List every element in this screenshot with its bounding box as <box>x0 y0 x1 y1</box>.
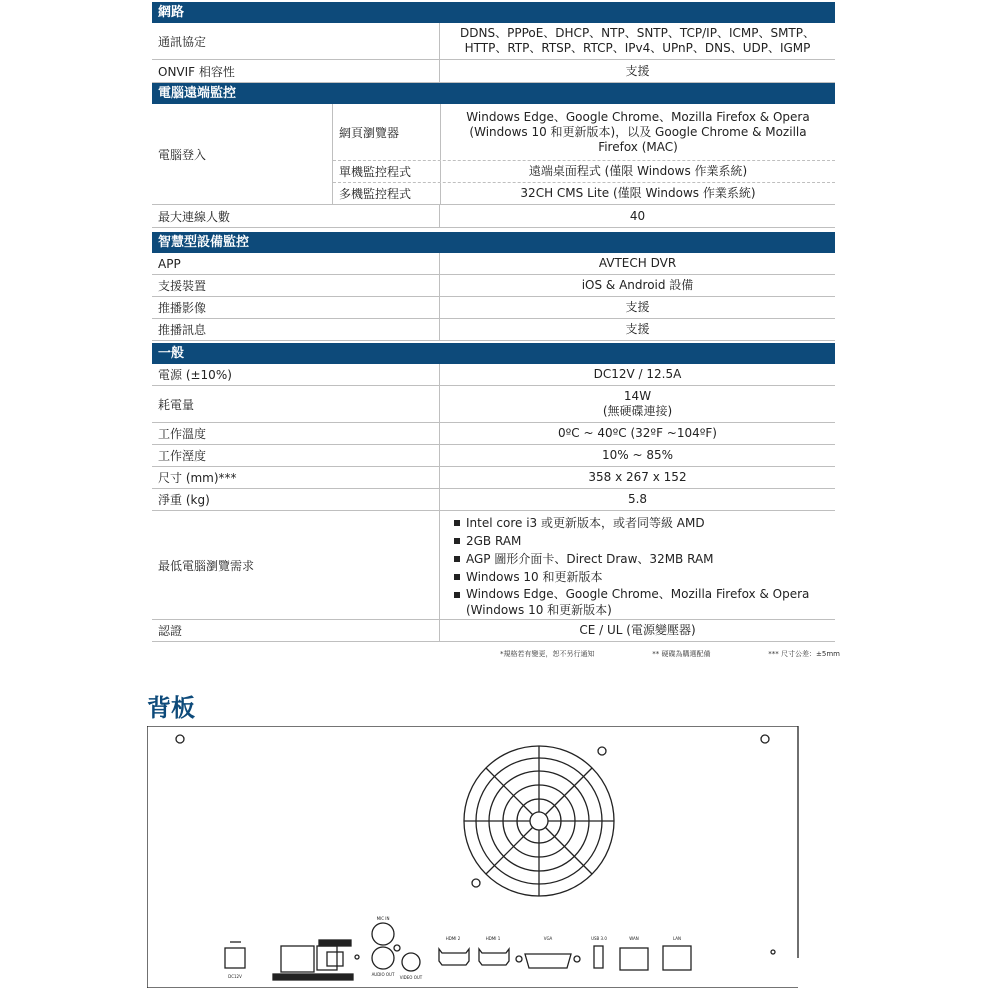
consumption-line-2: (無硬碟連接) <box>602 404 673 418</box>
mic-in-label: MIC IN <box>376 916 390 921</box>
rear-panel-diagram <box>147 726 801 988</box>
footnotes <box>500 649 840 659</box>
dimension-label: 尺寸 (mm)*** <box>158 471 237 485</box>
row-temperature <box>152 423 835 445</box>
list-item-text-wrap <box>466 586 809 618</box>
row-browser <box>333 104 835 161</box>
list-item <box>454 568 835 586</box>
screw-icon <box>394 945 400 951</box>
alarm-label-strip <box>319 940 351 946</box>
push-message-value: 支援 <box>439 319 835 340</box>
browser-line-1: Windows Edge、Google Chrome、Mozilla Firefox & Opera <box>466 109 810 124</box>
screw-icon <box>176 735 184 743</box>
rear-panel-title: 背板 <box>147 694 195 722</box>
browser-value <box>440 104 835 160</box>
lan-label: LAN <box>672 936 682 941</box>
list-item <box>454 586 835 618</box>
push-video-label: 推播影像 <box>158 301 207 315</box>
min-pc-list <box>439 511 835 619</box>
section-header-network: 網路 <box>152 2 835 23</box>
protocol-line-2: HTTP、RTP、RTSP、RTCP、IPv4、UPnP、DNS、UDP、IGMP <box>464 41 811 55</box>
vga-port <box>525 954 571 968</box>
row-min-pc <box>152 511 835 620</box>
row-humidity <box>152 445 835 467</box>
temperature-label: 工作溫度 <box>158 427 207 441</box>
app-label: APP <box>158 256 181 271</box>
hdmi2-label: HDMI 2 <box>445 936 461 941</box>
wan-label: WAN <box>629 936 639 941</box>
bullet-icon <box>454 520 460 526</box>
row-power <box>152 364 835 386</box>
screw-icon <box>355 955 359 959</box>
consumption-value <box>439 386 835 422</box>
screw-icon <box>761 735 769 743</box>
weight-label: 淨重 (kg) <box>158 493 210 507</box>
list-item-text: Windows 10 和更新版本 <box>466 570 603 584</box>
fan-icon <box>464 746 614 896</box>
list-item-text-line2: (Windows 10 和更新版本) <box>466 603 612 617</box>
screw-icon <box>771 950 775 954</box>
row-single-cms <box>333 161 835 183</box>
row-dimension <box>152 467 835 489</box>
list-item-text: AGP 圖形介面卡、Direct Draw、32MB RAM <box>466 552 714 566</box>
row-max-connections <box>152 205 835 228</box>
row-onvif <box>152 60 835 83</box>
hdmi1-label: HDMI 1 <box>485 936 501 941</box>
lan-port <box>663 946 691 970</box>
max-connections-label: 最大連線人數 <box>158 209 231 224</box>
list-item-text: Windows Edge、Google Chrome、Mozilla Firefox & Opera <box>466 587 810 601</box>
hdmi2-port <box>439 949 469 965</box>
audio-out-port <box>372 947 394 969</box>
devices-value: iOS & Android 設備 <box>439 275 835 296</box>
row-app <box>152 253 835 275</box>
protocol-label: 通訊協定 <box>158 34 207 49</box>
consumption-label: 耗電量 <box>158 397 195 412</box>
min-pc-label: 最低電腦瀏覽需求 <box>158 558 255 573</box>
mic-in-port <box>372 923 394 945</box>
push-message-label: 推播訊息 <box>158 323 207 337</box>
multi-cms-label: 多機監控程式 <box>339 187 412 201</box>
multi-cms-value: 32CH CMS Lite (僅限 Windows 作業系統) <box>440 183 835 204</box>
screw-icon <box>598 747 606 755</box>
certification-label: 認證 <box>158 624 183 638</box>
list-item <box>454 514 835 532</box>
vga-label: VGA <box>543 936 553 941</box>
list-item <box>454 550 835 568</box>
row-weight <box>152 489 835 511</box>
section-header-smart: 智慧型設備監控 <box>152 232 835 253</box>
footnote-3: *** 尺寸公差：±5mm <box>768 650 840 658</box>
single-cms-label: 單機監控程式 <box>339 165 412 179</box>
dc-power-port <box>225 948 245 968</box>
row-certification <box>152 620 835 642</box>
alarm-terminal-block <box>281 946 314 972</box>
row-push-video <box>152 297 835 319</box>
terminal-port <box>327 952 343 966</box>
temperature-value: 0ºC ~ 40ºC (32ºF ~104ºF) <box>439 423 835 444</box>
terminal-strip <box>273 974 353 980</box>
bullet-icon <box>454 556 460 562</box>
onvif-value: 支援 <box>439 60 835 82</box>
screw-icon <box>574 956 580 962</box>
pc-login-label: 電腦登入 <box>158 147 207 162</box>
pc-login-sub <box>332 104 835 204</box>
section-header-general: 一般 <box>152 343 835 364</box>
list-item-text: Intel core i3 或更新版本，或者同等級 AMD <box>466 516 705 530</box>
wan-port <box>620 948 648 970</box>
row-consumption <box>152 386 835 423</box>
humidity-value: 10% ~ 85% <box>439 445 835 466</box>
weight-value: 5.8 <box>439 489 835 510</box>
single-cms-value: 遠端桌面程式 (僅限 Windows 作業系統) <box>440 161 835 182</box>
list-item-text: 2GB RAM <box>466 534 522 548</box>
certification-value: CE / UL (電源變壓器) <box>439 620 835 641</box>
usb-label: USB 3.0 <box>591 936 607 941</box>
video-out-label: VIDEO OUT <box>399 975 423 980</box>
footnote-1: *規格若有變更，恕不另行通知 <box>500 650 595 658</box>
browser-label: 網頁瀏覽器 <box>339 125 400 140</box>
humidity-label: 工作溼度 <box>158 449 207 463</box>
max-connections-value: 40 <box>439 205 835 227</box>
video-out-port <box>402 953 420 971</box>
bullet-icon <box>454 592 460 598</box>
row-multi-cms <box>333 183 835 204</box>
bullet-icon <box>454 538 460 544</box>
footnote-2: ** 硬碟為購選配備 <box>652 650 711 658</box>
section-header-remote: 電腦遠端監控 <box>152 83 835 104</box>
row-devices <box>152 275 835 297</box>
usb-port <box>594 946 603 968</box>
screw-icon <box>472 879 480 887</box>
row-pc-login <box>152 104 835 205</box>
browser-line-2: (Windows 10 和更新版本)，以及 Google Chrome & Mozilla <box>469 124 807 139</box>
protocol-line-1: DDNS、PPPoE、DHCP、NTP、SNTP、TCP/IP、ICMP、SMTP、 <box>460 26 815 40</box>
protocol-value <box>439 23 835 59</box>
power-value: DC12V / 12.5A <box>439 364 835 385</box>
browser-line-3: Firefox (MAC) <box>598 139 678 154</box>
row-protocol <box>152 23 835 60</box>
consumption-line-1: 14W <box>623 389 652 403</box>
onvif-label: ONVIF 相容性 <box>158 64 235 79</box>
bullet-icon <box>454 574 460 580</box>
row-push-message <box>152 319 835 341</box>
app-value: AVTECH DVR <box>439 253 835 274</box>
audio-out-label: AUDIO OUT <box>371 972 395 977</box>
push-video-value: 支援 <box>439 297 835 318</box>
dc12v-label: DC12V <box>228 974 242 979</box>
screw-icon <box>516 956 522 962</box>
hdmi1-port <box>479 949 509 965</box>
devices-label: 支援裝置 <box>158 279 207 293</box>
list-item <box>454 532 835 550</box>
spec-table <box>152 2 835 642</box>
dimension-value: 358 x 267 x 152 <box>439 467 835 488</box>
power-label: 電源 (±10%) <box>158 368 232 382</box>
